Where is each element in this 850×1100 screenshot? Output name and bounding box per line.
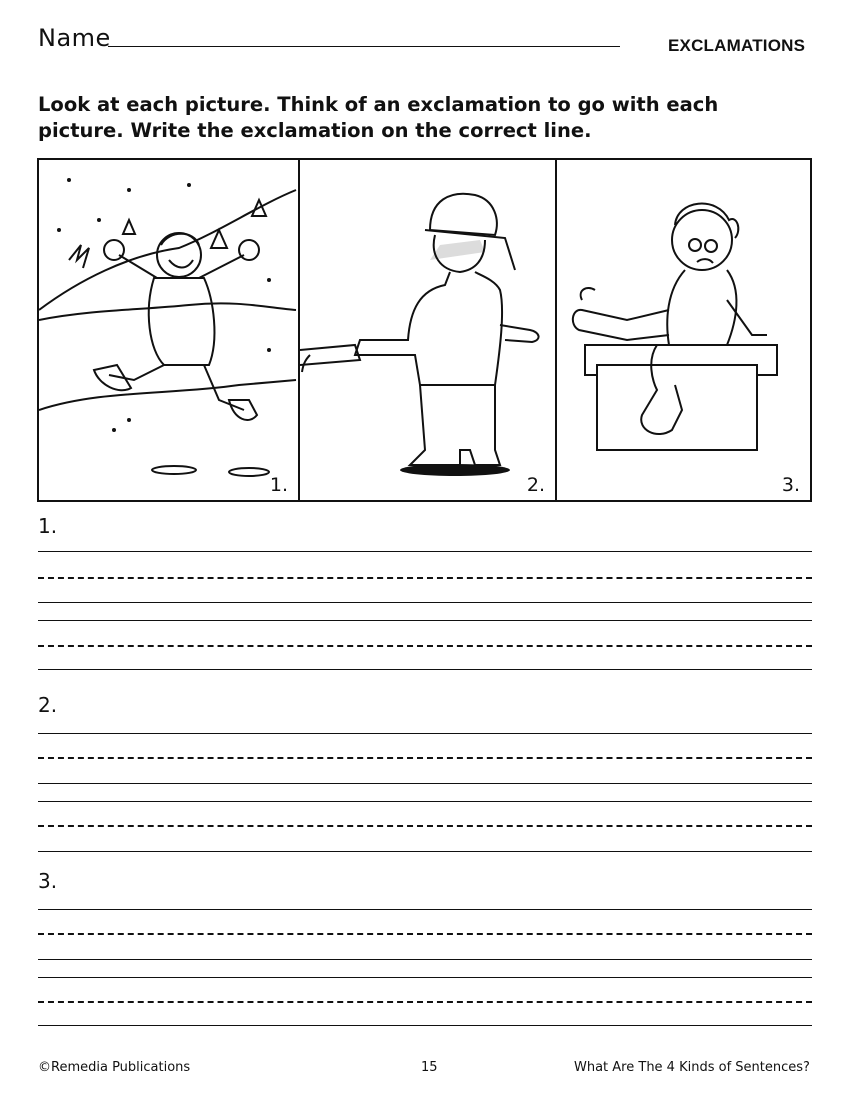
writing-line[interactable] xyxy=(38,620,812,621)
writing-guide xyxy=(38,825,812,827)
name-label: Name xyxy=(38,24,111,52)
picture-panels xyxy=(37,158,812,502)
writing-guide xyxy=(38,757,812,759)
picture-panel-2 xyxy=(298,160,555,500)
worksheet-topic: EXCLAMATIONS xyxy=(668,36,806,55)
writing-line[interactable] xyxy=(38,1025,812,1026)
writing-line[interactable] xyxy=(38,602,812,603)
snow-child-illustration xyxy=(39,160,298,500)
answer-number: 2. xyxy=(38,693,58,717)
picture-panel-3 xyxy=(555,160,810,500)
answer-number: 1. xyxy=(38,514,58,538)
writing-guide xyxy=(38,577,812,579)
name-line[interactable] xyxy=(108,46,620,47)
writing-line[interactable] xyxy=(38,551,812,552)
footer-book-title: What Are The 4 Kinds of Sentences? xyxy=(574,1060,810,1075)
writing-guide xyxy=(38,645,812,647)
injured-boy-illustration xyxy=(557,160,810,500)
footer-publisher: ©Remedia Publications xyxy=(38,1060,191,1075)
picture-panel-1 xyxy=(39,160,298,500)
panel-number: 2. xyxy=(526,474,545,496)
writing-line[interactable] xyxy=(38,959,812,960)
writing-line[interactable] xyxy=(38,801,812,802)
writing-line[interactable] xyxy=(38,851,812,852)
writing-line[interactable] xyxy=(38,977,812,978)
writing-guide xyxy=(38,933,812,935)
writing-guide xyxy=(38,1001,812,1003)
panel-number: 1. xyxy=(269,474,288,496)
writing-line[interactable] xyxy=(38,909,812,910)
answer-number: 3. xyxy=(38,869,58,893)
writing-line[interactable] xyxy=(38,783,812,784)
footer-page-number: 15 xyxy=(421,1060,438,1075)
instructions: Look at each picture. Think of an exclamation to go with each picture. Write the exclamation on the correct line. xyxy=(38,93,719,142)
writing-line[interactable] xyxy=(38,733,812,734)
writing-line[interactable] xyxy=(38,669,812,670)
firefighter-illustration xyxy=(300,160,555,500)
panel-number: 3. xyxy=(781,474,800,496)
